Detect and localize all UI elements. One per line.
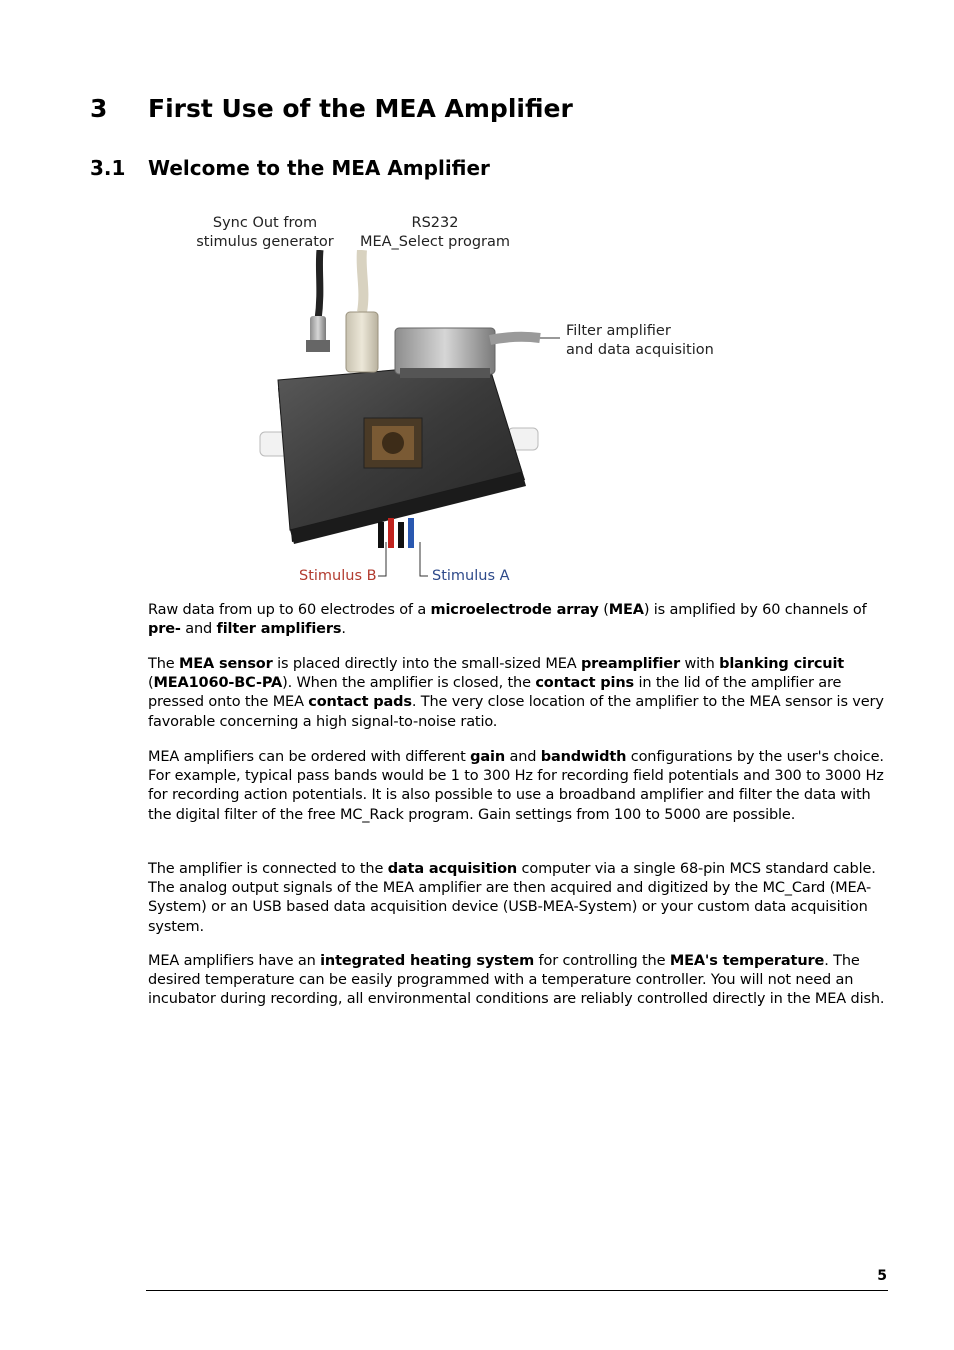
sync-cable [318,250,320,320]
text-run: in the lid of the amplifier are pressed onto the MEA [148,675,842,711]
paragraph-text [148,860,888,937]
paragraph-text [148,655,888,732]
chapter-heading [90,94,573,123]
text-run: The amplifier is connected to the [148,861,388,877]
paragraph-text [148,748,888,825]
bold-term: contact pins [535,675,634,692]
text-run: . The desired temperature can be easily programmed with a temperature controller. You will not need an incubator during recording, all environmental conditions are reliably controlled directly in the MEA dish. [148,953,885,1008]
paragraph-text [148,952,888,1010]
bold-term: MEA1060-BC-PA [153,675,283,692]
text-run: with [680,656,720,672]
paragraph [148,860,888,937]
caption-line: Sync Out from [212,215,318,231]
chapter-number: 3 [90,94,108,123]
stimulus-plug-red [388,518,394,548]
mea-dish [382,432,404,454]
stimulus-plug-black [398,522,404,548]
bnc-connector [310,316,326,344]
text-run: and [505,749,541,765]
bold-term: preamplifier [580,656,680,672]
paragraph [148,601,888,639]
caption-line: MEA_Select program [359,234,511,250]
bold-term: integrated heating system [320,953,535,969]
section-heading [90,156,490,180]
text-run: is placed directly into the small-sized MEA [272,656,581,672]
caption-line: RS232 [411,215,459,231]
leader-line [420,542,428,576]
rs232-connector [346,312,378,372]
stimulus-plug-black [378,522,384,548]
bold-term: data acquisition [387,861,518,877]
section-number: 3.1 [90,156,126,180]
text-run: for controlling the [534,953,670,969]
text-run: MEA amplifiers can be ordered with different [148,749,471,765]
paragraph-text [148,601,888,639]
bold-term: MEA [608,602,644,618]
text-run: ) is amplified by 60 channels of [643,602,867,618]
bold-term: bandwidth [540,749,627,765]
section-title: Welcome to the MEA Amplifier [148,156,490,180]
mea-amplifier-photo [240,250,640,590]
caption-line: Filter amplifier [566,323,671,339]
bold-term: contact pads [308,694,412,711]
text-run: . [341,621,346,638]
paragraph [148,952,888,1010]
bold-term: gain [470,749,506,765]
page-number: 5 [877,1268,887,1284]
text-run: MEA amplifiers have an [148,953,321,969]
text-run: configurations by the user's choice. For example, typical pass bands would be 1 to 300 Hz for recording field potentials and 300 to 3000 Hz for recording action potentials. It is also possible to use a broadband amplifier and filter the data with the digital filter of the free MC_Rack program. Gain settings from 100 to 5000 are possible. [148,749,884,823]
68-pin-base [400,368,490,378]
paragraph [148,655,888,732]
text-run: . The very close location of the amplifier to the MEA sensor is very favorable concerning a high signal-to-noise ratio. [148,694,884,730]
bold-term: filter amplifiers [216,621,342,638]
caption-rs232 [354,214,516,252]
bnc-base [306,340,330,352]
caption-sync-out [190,214,340,252]
chapter-title: First Use of the MEA Amplifier [148,94,573,123]
caption-line: stimulus generator [196,234,334,250]
text-run: ). When the amplifier is closed, the [282,675,536,692]
bold-term: blanking circuit [719,656,845,672]
bold-term: microelectrode array [430,602,599,618]
text-run: ( [598,602,609,618]
footer-rule [146,1290,888,1291]
text-run: The [148,656,179,672]
text-run: ( [148,675,154,692]
text-run: computer via a single 68-pin MCS standard cable. The analog output signals of the MEA amplifier are then acquired and digitized by the MC_Card (MEA-System) or an USB based data acquisition device (USB-MEA-System) or your custom data acquisition system. [148,861,876,935]
caption-stimulus-a: Stimulus A [432,568,510,584]
bold-term: pre- [148,621,181,638]
text-run: Raw data from up to 60 electrodes of a [148,602,431,618]
caption-line: and data acquisition [566,342,714,358]
caption-stimulus-b: Stimulus B [299,568,377,584]
paragraph [148,748,888,825]
bold-term: MEA sensor [178,656,273,672]
bold-term: MEA's temperature [669,953,825,969]
rs232-cable [362,250,364,312]
text-run: and [180,621,217,638]
stimulus-plug-blue [408,518,414,548]
filter-cable [490,337,540,340]
68-pin-connector [395,328,495,374]
